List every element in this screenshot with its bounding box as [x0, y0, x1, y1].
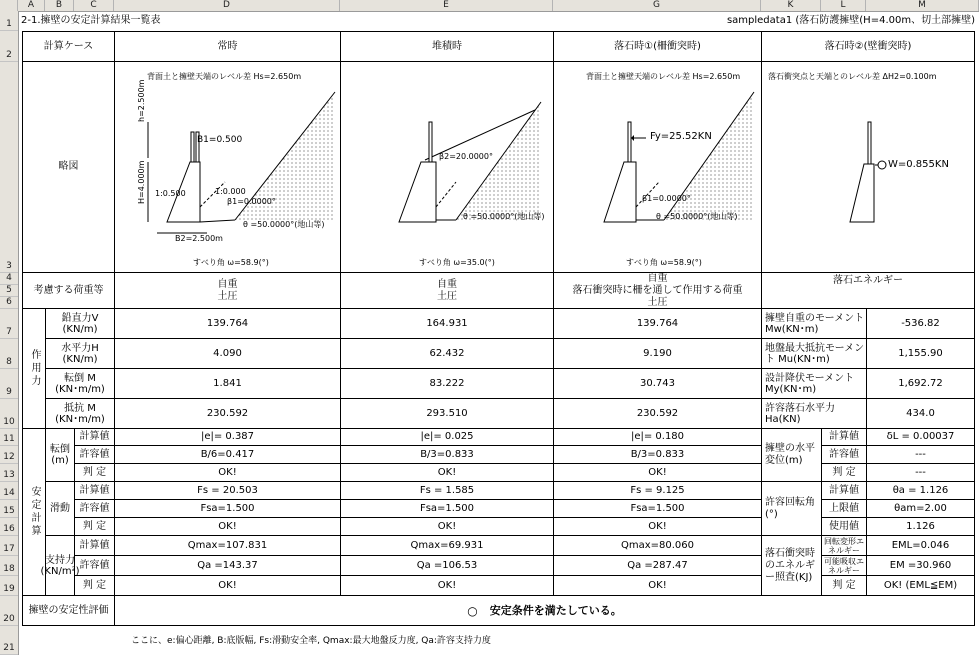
fig-normal-b2: B2=2.500m	[175, 234, 223, 243]
wall-group-label: 擁壁の水平変位(m)	[761, 429, 821, 482]
eval-label: 擁壁の安定性評価	[22, 596, 114, 626]
row-header[interactable]: 3	[0, 62, 18, 273]
row-header[interactable]: 20	[0, 596, 18, 626]
case-rockfall-fence: 落石時①(柵衝突時)	[553, 31, 761, 62]
stability-group-label: 滑動	[45, 482, 74, 536]
stability-value-normal: |e|= 0.387	[114, 429, 340, 446]
stability-label: 安定計算	[22, 429, 45, 596]
fig-wall-head: 落石衝突点と天端とのレベル差 ΔH2=0.100m	[768, 72, 937, 81]
case-normal: 常時	[114, 31, 340, 62]
wall-stability-value: EML=0.046	[866, 536, 975, 556]
force-row-label: 転倒 M (KN･m/m)	[45, 369, 114, 399]
stability-value-normal: Fsa=1.500	[114, 500, 340, 518]
wall-force-label: 擁壁自重のモーメント Mw(KN･m)	[761, 309, 866, 339]
load-item: 土圧	[647, 296, 668, 308]
col-header-m[interactable]: M	[866, 0, 979, 11]
sketch-label: 略図	[22, 62, 114, 273]
stability-sub-label: 許容値	[74, 446, 114, 464]
fig-fence-head: 背面土と擁壁天端のレベル差 Hs=2.650m	[586, 72, 741, 81]
row-header[interactable]: 7	[0, 309, 18, 339]
wall-stability-value: ---	[866, 464, 975, 482]
wall-force-label: 設計降伏モーメント My(KN･m)	[761, 369, 866, 399]
col-header-c[interactable]: C	[74, 0, 114, 11]
case-rockfall-wall: 落石時②(壁衝突時)	[761, 31, 975, 62]
force-value-deposit: 164.931	[340, 309, 553, 339]
wall-sub-label: 上限値	[821, 500, 866, 518]
col-header-b[interactable]: B	[45, 0, 74, 11]
sheet-subtitle: sampledata1 (落石防護擁壁(H=4.00m、切土部擁壁)	[726, 15, 975, 26]
stability-value-deposit: Qa =106.53	[340, 556, 553, 576]
wall-stability-value: OK! (EML≦EM)	[866, 576, 975, 596]
wall-group-label: 許容回転角(°)	[761, 482, 821, 536]
force-label: 作用力	[22, 309, 45, 429]
force-value-rockfall-fence: 30.743	[553, 369, 761, 399]
stability-value-rockfall-fence: OK!	[553, 464, 761, 482]
case-label: 計算ケース	[22, 31, 114, 62]
load-item: 土圧	[217, 290, 238, 302]
row-header-bar	[0, 11, 19, 655]
wall-stability-value: 1.126	[866, 518, 975, 536]
row-header[interactable]: 16	[0, 518, 18, 536]
force-value-rockfall-fence: 230.592	[553, 399, 761, 429]
stability-value-rockfall-fence: B/3=0.833	[553, 446, 761, 464]
stability-value-deposit: B/3=0.833	[340, 446, 553, 464]
force-value-deposit: 62.432	[340, 339, 553, 369]
wall-stability-value: θa = 1.126	[866, 482, 975, 500]
fig-normal-slip: すべり角 ω=58.9(°)	[193, 258, 269, 267]
stability-value-normal: Fs = 20.503	[114, 482, 340, 500]
col-header-d[interactable]: D	[114, 0, 340, 11]
wall-force-label: 地盤最大抵抗モーメント Mu(KN･m)	[761, 339, 866, 369]
stability-value-normal: Qmax=107.831	[114, 536, 340, 556]
load-label: 考慮する荷重等	[22, 273, 114, 309]
row-header[interactable]: 15	[0, 500, 18, 518]
wall-sub-label: 判 定	[821, 576, 866, 596]
wall-stability-value: θam=2.00	[866, 500, 975, 518]
stability-value-rockfall-fence: Qmax=80.060	[553, 536, 761, 556]
footnote: ここに、e:偏心距離, B:底版幅, Fs:滑動安全率, Qmax:最大地盤反力度, Qa:許容支持力度	[131, 635, 491, 646]
fig-normal-theta: θ =50.0000°(地山等)	[243, 220, 325, 229]
wall-stability-value: EM =30.960	[866, 556, 975, 576]
col-header-l[interactable]: L	[821, 0, 866, 11]
force-row-label: 水平力H (KN/m)	[45, 339, 114, 369]
col-header-a[interactable]: A	[18, 0, 45, 11]
load-item: 落石衝突時に柵を通して作用する荷重	[572, 284, 743, 296]
wall-stability-value: δL = 0.00037	[866, 429, 975, 446]
wall-force-label: 許容落石水平力 Ha(KN)	[761, 399, 866, 429]
stability-value-normal: Qa =143.37	[114, 556, 340, 576]
wall-sub-label: 許容値	[821, 446, 866, 464]
row-header[interactable]: 21	[0, 626, 18, 655]
force-value-normal: 4.090	[114, 339, 340, 369]
stability-value-rockfall-fence: OK!	[553, 576, 761, 596]
stability-value-normal: B/6=0.417	[114, 446, 340, 464]
figure-normal	[114, 62, 340, 273]
stability-group-label: 支持力 (KN/m²)	[45, 536, 74, 596]
stability-value-deposit: OK!	[340, 464, 553, 482]
loads-rockfall-wall: 落石エネルギー	[761, 273, 975, 309]
fig-normal-h1: h=2.500m	[137, 79, 146, 122]
fig-normal-slope1: 1:0.500	[155, 189, 186, 198]
load-item: 土圧	[437, 290, 457, 302]
loads-deposit	[340, 273, 553, 309]
stability-value-rockfall-fence: |e|= 0.180	[553, 429, 761, 446]
stability-sub-label: 判 定	[74, 576, 114, 596]
loads-rockfall-fence	[553, 273, 761, 309]
fig-fence-theta: θ =50.0000°(地山等)	[656, 212, 738, 221]
row-header[interactable]: 17	[0, 536, 18, 556]
wall-sub-label: 計算値	[821, 429, 866, 446]
row-header[interactable]: 2	[0, 31, 18, 62]
load-item: 自重	[647, 272, 668, 284]
force-row-label: 抵抗 M (KN･m/m)	[45, 399, 114, 429]
sheet-title: 2-1.擁壁の安定計算結果一覧表	[21, 15, 161, 26]
force-row-label: 鉛直力V (KN/m)	[45, 309, 114, 339]
stability-value-rockfall-fence: Qa =287.47	[553, 556, 761, 576]
row-header[interactable]: 1	[0, 11, 18, 31]
row-header[interactable]: 12	[0, 446, 18, 464]
stability-sub-label: 計算値	[74, 536, 114, 556]
row-header[interactable]: 6	[0, 297, 18, 309]
row-header[interactable]: 5	[0, 285, 18, 297]
force-value-deposit: 83.222	[340, 369, 553, 399]
stability-value-rockfall-fence: OK!	[553, 518, 761, 536]
fig-normal-beta: β1=0.0000°	[227, 197, 276, 206]
fig-deposit-slip: すべり角 ω=35.0(°)	[419, 258, 495, 267]
wall-sub-label: 判 定	[821, 464, 866, 482]
load-item: 自重	[437, 278, 457, 290]
force-value-rockfall-fence: 139.764	[553, 309, 761, 339]
figure-deposit-drawing	[341, 62, 554, 273]
col-header-g[interactable]: G	[553, 0, 761, 11]
row-header[interactable]: 11	[0, 429, 18, 446]
stability-sub-label: 許容値	[74, 500, 114, 518]
wall-force-value: 1,155.90	[866, 339, 975, 369]
stability-value-deposit: Qmax=69.931	[340, 536, 553, 556]
eval-mark-icon: ○	[467, 603, 478, 618]
fig-normal-b1: B1=0.500	[197, 135, 243, 145]
fig-normal-head: 背面土と擁壁天端のレベル差 Hs=2.650m	[147, 72, 302, 81]
stability-sub-label: 判 定	[74, 464, 114, 482]
figure-normal-drawing	[115, 62, 341, 273]
stability-value-rockfall-fence: Fs = 9.125	[553, 482, 761, 500]
stability-value-deposit: OK!	[340, 576, 553, 596]
row-header[interactable]: 19	[0, 576, 18, 596]
wall-sub-label: 計算値	[821, 482, 866, 500]
eval-result	[114, 596, 975, 626]
eval-text: 安定条件を満たしている。	[489, 603, 622, 617]
wall-stability-value: ---	[866, 446, 975, 464]
row-header[interactable]: 8	[0, 339, 18, 369]
force-value-normal: 139.764	[114, 309, 340, 339]
stability-value-deposit: OK!	[340, 518, 553, 536]
stability-value-deposit: |e|= 0.025	[340, 429, 553, 446]
wall-group-label: 落石衝突時のエネルギー照査(KJ)	[761, 536, 821, 596]
force-value-normal: 230.592	[114, 399, 340, 429]
col-header-e[interactable]: E	[340, 0, 553, 11]
row-header[interactable]: 4	[0, 273, 18, 285]
fig-normal-h: H=4.000m	[137, 160, 146, 204]
case-deposit: 堆積時	[340, 31, 553, 62]
stability-value-deposit: Fs = 1.585	[340, 482, 553, 500]
stability-value-normal: OK!	[114, 518, 340, 536]
stability-value-rockfall-fence: Fsa=1.500	[553, 500, 761, 518]
figure-rockfall-fence-drawing	[554, 62, 762, 273]
fig-deposit-beta: β2=20.0000°	[439, 152, 493, 161]
row-header[interactable]: 14	[0, 482, 18, 500]
fig-normal-slope2: 1:0.000	[215, 187, 246, 196]
fig-deposit-theta: θ =50.0000°(地山等)	[463, 212, 545, 221]
stability-value-deposit: Fsa=1.500	[340, 500, 553, 518]
fig-fence-fy: Fy=25.52KN	[650, 131, 712, 142]
row-header[interactable]: 10	[0, 399, 18, 429]
wall-sub-label: 使用値	[821, 518, 866, 536]
row-header[interactable]: 9	[0, 369, 18, 399]
worksheet	[18, 11, 979, 655]
loads-normal	[114, 273, 340, 309]
stability-sub-label: 計算値	[74, 482, 114, 500]
stability-sub-label: 判 定	[74, 518, 114, 536]
col-header-k[interactable]: K	[761, 0, 821, 11]
force-value-rockfall-fence: 9.190	[553, 339, 761, 369]
stability-group-label: 転倒 (m)	[45, 429, 74, 482]
wall-sub-label: 回転変形エネルギー	[821, 536, 866, 556]
wall-force-value: 434.0	[866, 399, 975, 429]
stability-value-normal: OK!	[114, 464, 340, 482]
force-value-deposit: 293.510	[340, 399, 553, 429]
row-header[interactable]: 18	[0, 556, 18, 576]
figure-rockfall-fence	[553, 62, 761, 273]
wall-sub-label: 可能吸収エネルギー	[821, 556, 866, 576]
stability-value-normal: OK!	[114, 576, 340, 596]
force-value-normal: 1.841	[114, 369, 340, 399]
stability-sub-label: 計算値	[74, 429, 114, 446]
row-header[interactable]: 13	[0, 464, 18, 482]
load-item: 自重	[217, 278, 238, 290]
fig-fence-slip: すべり角 ω=58.9(°)	[626, 258, 702, 267]
figure-rockfall-wall	[761, 62, 975, 273]
fig-wall-w: W=0.855KN	[888, 159, 949, 170]
select-all-corner[interactable]	[0, 0, 18, 11]
wall-force-value: 1,692.72	[866, 369, 975, 399]
fig-fence-beta: β1=0.0000°	[642, 194, 691, 203]
stability-sub-label: 許容値	[74, 556, 114, 576]
figure-deposit	[340, 62, 553, 273]
wall-force-value: -536.82	[866, 309, 975, 339]
